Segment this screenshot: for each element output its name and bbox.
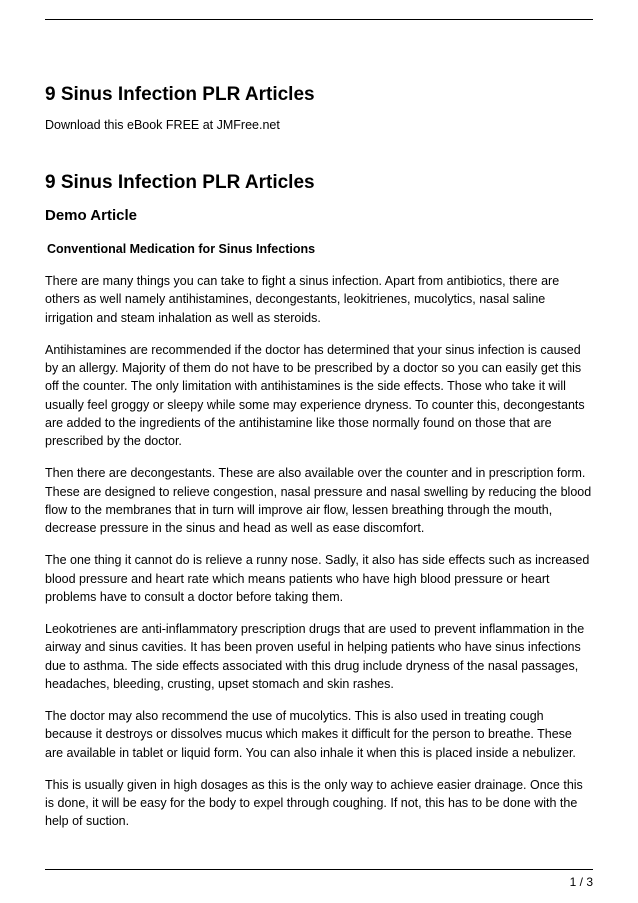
- header-rule: [45, 19, 593, 20]
- footer-rule: [45, 869, 593, 870]
- paragraph: Antihistamines are recommended if the doctor has determined that your sinus infection is caused by an allergy. Majority of them do not have to be prescribed by a doctor so you can easily get this off the counter. The only limitation with antihistamines is the side effects. Those who take it will usually feel groggy or sleepy while some may experience dryness. To counter this, decongestants are added to the ingredients of the antihistamine like those normally found on those that are prescribed by the doctor.: [45, 342, 585, 448]
- paragraph: Then there are decongestants. These are also available over the counter and in prescription form. These are designed to relieve congestion, nasal pressure and nasal swelling by reducing the blood flow to the membranes that in turn will improve air flow, lessen breathing through the mouth, decrease pressure in the sinus and head as well as ease discomfort.: [45, 466, 592, 535]
- paragraph: The doctor may also recommend the use of mucolytics. This is also used in treating cough because it destroys or dissolves mucus which makes it difficult for the person to breathe. These are available in tablet or liquid form. You can also inhale it when this is placed inside a nebulizer.: [45, 709, 576, 760]
- download-line: Download this eBook FREE at JMFree.net: [45, 118, 280, 132]
- document-title: 9 Sinus Infection PLR Articles: [45, 84, 315, 105]
- paragraph: There are many things you can take to fight a sinus infection. Apart from antibiotics, there are others as well namely antihistamines, decongestants, leokitrienes, mucolytics, nasal saline irrigation and steam inhalation as well as steroids.: [45, 274, 560, 325]
- paragraph: This is usually given in high dosages as this is the only way to achieve easier drainage. Once this is done, it will be easy for the body to expel through coughing. If not, this has to be done with the help of suction.: [45, 777, 583, 829]
- document-body: [45, 80, 593, 831]
- article-title: Conventional Medication for Sinus Infections: [47, 242, 316, 256]
- page-number: 1 / 3: [569, 875, 593, 889]
- paragraph: The one thing it cannot do is relieve a runny nose. Sadly, it also has side effects such as increased blood pressure and heart rate which means patients who have high blood pressure or heart problems have to consult a doctor before taking them.: [45, 553, 590, 604]
- demo-article-label: Demo Article: [45, 207, 137, 224]
- section-title: 9 Sinus Infection PLR Articles: [45, 172, 315, 193]
- paragraph: Leokotrienes are anti-inflammatory prescription drugs that are used to prevent inflammation in the airway and sinus cavities. It has been proven useful in helping patients who have sinus infections due to asthma. The side effects associated with this drug include dryness of the nasal passages, headaches, bleeding, crusting, upset stomach and skin rashes.: [45, 622, 585, 691]
